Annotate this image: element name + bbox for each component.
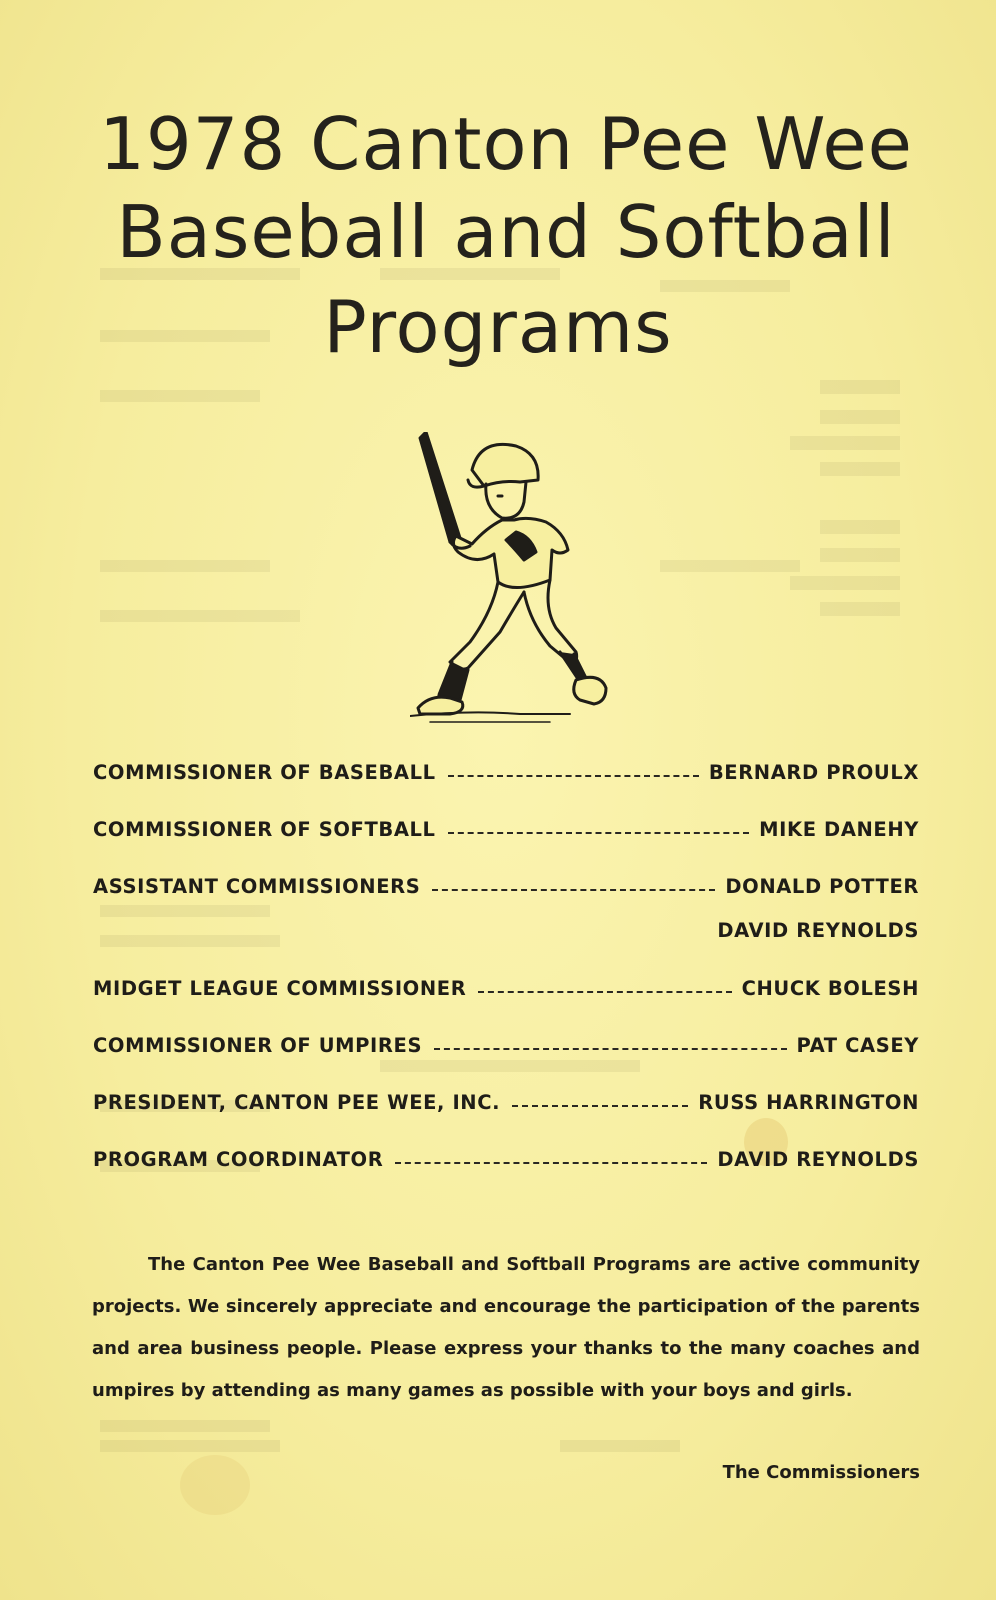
- title-line-1: 1978 Canton Pee Wee: [99, 102, 913, 186]
- official-row: [93, 1027, 919, 1057]
- community-message: The Canton Pee Wee Baseball and Softball Programs are active community projects. We sincerely appreciate and encourage the participation of the parents and area business people. Please express your thanks to the many coaches and umpires by attending as many games as possible with your boys and girls.: [92, 1254, 920, 1401]
- dotted-leader: [448, 832, 750, 834]
- official-role: PROGRAM COORDINATOR: [93, 1148, 384, 1171]
- official-row: [93, 970, 919, 1000]
- dotted-leader: [512, 1105, 688, 1107]
- baseball-batter-icon: [410, 432, 630, 732]
- official-name: CHUCK BOLESH: [741, 977, 919, 1000]
- official-row: [93, 868, 919, 898]
- dotted-leader: [395, 1162, 707, 1164]
- dotted-leader: [432, 889, 715, 891]
- official-role: COMMISSIONER OF SOFTBALL: [93, 818, 436, 841]
- official-row: [93, 811, 919, 841]
- paper-stain: [180, 1455, 250, 1515]
- official-role: MIDGET LEAGUE COMMISSIONER: [93, 977, 467, 1000]
- official-name: DAVID REYNOLDS: [717, 1148, 919, 1171]
- official-row: [93, 1084, 919, 1114]
- official-name: DONALD POTTER: [725, 875, 919, 898]
- signoff: The Commissioners: [722, 1462, 920, 1483]
- official-name: BERNARD PROULX: [708, 761, 919, 784]
- official-name: RUSS HARRINGTON: [698, 1091, 919, 1114]
- dotted-leader: [448, 775, 699, 777]
- title-line-2: Baseball and Softball: [116, 190, 896, 274]
- official-row: [93, 1141, 919, 1171]
- official-name: PAT CASEY: [796, 1034, 919, 1057]
- official-role: COMMISSIONER OF BASEBALL: [93, 761, 436, 784]
- official-row: [93, 912, 919, 942]
- official-name: MIKE DANEHY: [759, 818, 919, 841]
- official-name: DAVID REYNOLDS: [717, 919, 919, 942]
- official-row: [93, 754, 919, 784]
- official-role: PRESIDENT, CANTON PEE WEE, INC.: [93, 1091, 501, 1114]
- dotted-leader: [478, 991, 731, 993]
- title-line-3: Programs: [323, 285, 673, 369]
- dotted-leader: [434, 1048, 786, 1050]
- official-role: ASSISTANT COMMISSIONERS: [93, 875, 421, 898]
- official-role: COMMISSIONER OF UMPIRES: [93, 1034, 423, 1057]
